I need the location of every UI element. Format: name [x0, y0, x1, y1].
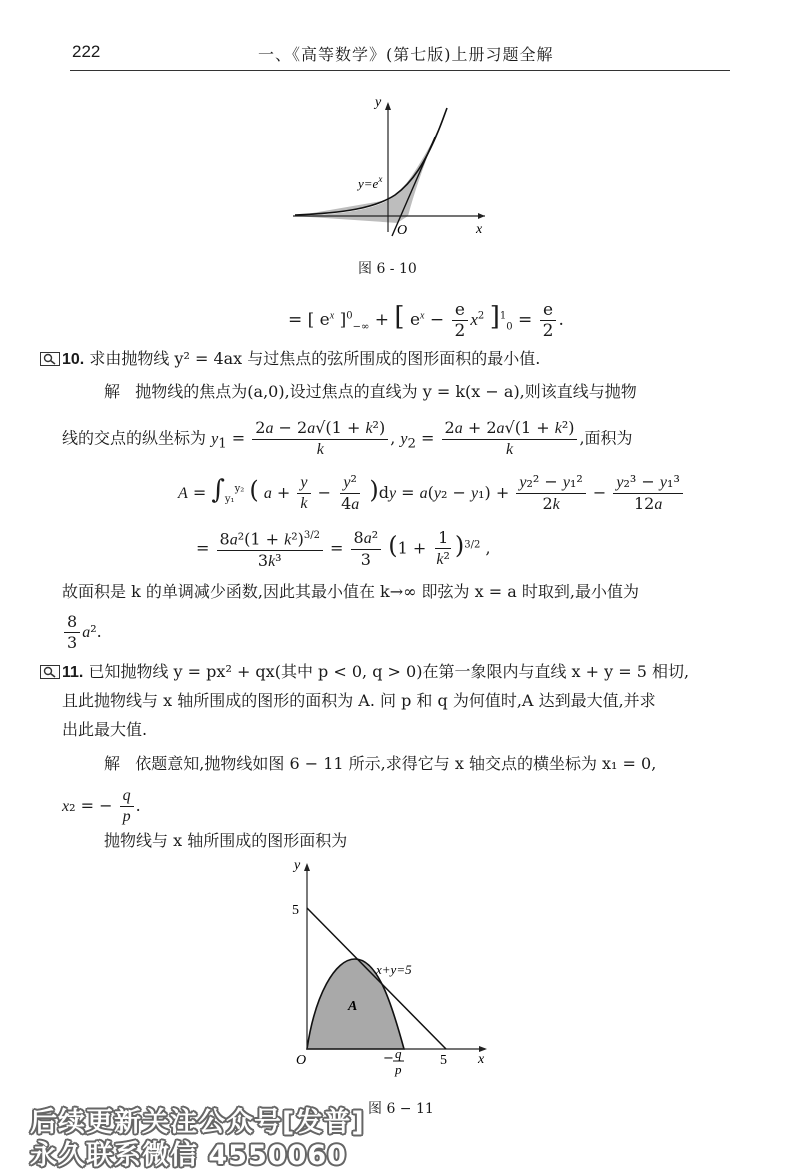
watermark-line-1: 后续更新关注公众号[发普]: [30, 1107, 365, 1138]
axis-x-label: x: [476, 222, 483, 237]
problem-11-statement-3: 出此最大值.: [62, 720, 148, 739]
origin-label: O: [397, 223, 408, 238]
tangent-line: [392, 137, 435, 236]
problem-11-icon: [40, 665, 60, 679]
problem-11-statement-1: 11. 已知抛物线 y = px² + qx(其中 p < 0, q > 0)在第一象限内与直线 x + y = 5 相切,: [62, 662, 690, 681]
figure-6-11-caption: 图 6 − 11: [368, 1101, 434, 1117]
figure-6-10-caption: 图 6 - 10: [358, 261, 417, 277]
region-label-a: A: [348, 999, 358, 1014]
axis-x-label: x: [478, 1052, 485, 1067]
problem-11-solution-line-1: 解 依题意知,抛物线如图 6 − 11 所示,求得它与 x 轴交点的横坐标为 x₁ = 0,: [104, 754, 657, 773]
axis-y-label: y: [294, 858, 301, 873]
running-title: 一、《高等数学》(第七版)上册习题全解: [258, 45, 554, 64]
problem-10-solution-line-2: 线的交点的纵坐标为 $y_1$ = $\frac{\text{2a − 2a√(1 + k²)}}{k}$ , $y_2$ = $\frac{\text{2a + 2a√(1 + k²)}}{k}$ ,面积为: [62, 418, 633, 458]
watermark-line-2: 永久联系微信 4550060: [30, 1140, 347, 1171]
x2-numerator: q: [395, 1046, 402, 1061]
x2-denominator: p: [395, 1062, 402, 1077]
equation-line-1: = [ $e^x$ ]$^0_{-\infty}$ + [ $e^x$ − $\frac{e}{2}$ $x^2$ ]$^1_0$ = $\frac{e}{2}$ .: [288, 300, 564, 341]
curve-label: $y=e^x$: [358, 174, 383, 191]
origin-label: O: [296, 1053, 307, 1068]
figure-6-11: [280, 855, 500, 1085]
problem-10-conclusion-2: $\frac{8}{3}$ a².: [62, 612, 102, 653]
problem-11-statement-2: 且此抛物线与 x 轴所围成的图形的面积为 A. 问 p 和 q 为何值时,A 达到最大值,并求: [62, 691, 656, 710]
problem-10-solution-line-1: 解 抛物线的焦点为(a,0),设过焦点的直线为 y = k(x − a),则该直线与抛物: [104, 382, 637, 401]
axis-y-label: y: [375, 95, 382, 110]
figure-6-10: [285, 92, 505, 242]
problem-11-area-intro: 抛物线与 x 轴所围成的图形面积为: [104, 831, 348, 850]
problem-10-number: 10: [62, 351, 80, 368]
problem-10-conclusion-1: 故面积是 k 的单调减少函数,因此其最小值在 k→∞ 即弦为 x = a 时取到,最小值为: [62, 582, 639, 601]
line-label: x+y=5: [376, 962, 412, 977]
problem-10-icon: [40, 352, 60, 366]
x2-minus-sign: −: [383, 1051, 394, 1066]
problem-10-statement: 10. 求由抛物线 y² = 4ax 与过焦点的弦所围成的图形面积的最小值.: [62, 349, 541, 368]
problem-11-solution-line-2: x₂ = − $\frac{q}{p}$ .: [62, 787, 141, 825]
header-rule: [70, 70, 730, 71]
x-tick-5: 5: [440, 1053, 447, 1068]
area-integral-line-2: = $\frac{8a^2(1 + k^2)^{3/2}}{\text{3k³}}$ = $\frac{\text{8a²}}{3}$ (1 + $\frac{1}{\text{k²}}$ )$^{3/2}$ ,: [196, 526, 491, 572]
y-tick-5: 5: [292, 903, 299, 918]
page-number: 222: [72, 42, 101, 61]
problem-11-number: 11: [62, 664, 79, 681]
area-integral-line-1: $A = \int_{y_1}^{y_2}$ ( a + $\frac{y}{k}$ − $\frac{\text{y²}}{4a}$ )dy = a(y₂ − y₁) + $\frac{\text{y₂² − y₁²}}{2k}$ − $\frac{\text{y₂³ − y₁³}}{12a}$: [178, 472, 685, 515]
